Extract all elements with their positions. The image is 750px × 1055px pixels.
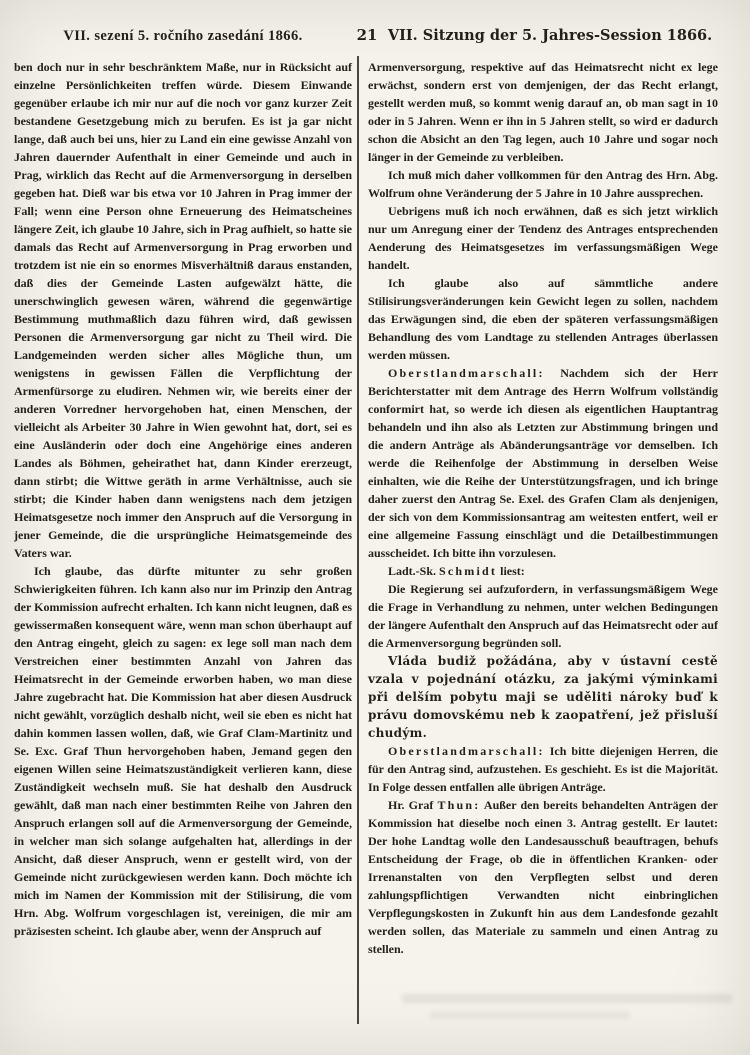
bleed-through-artifact [402,994,732,1003]
paragraph [368,796,718,958]
speaker-name: Schmidt [439,564,498,578]
header-czech-title: VII. sezení 5. ročního zasedání 1866. [63,28,303,44]
paragraph [368,166,718,202]
paragraph [368,580,718,652]
czech-text-run: Vláda budiž požádána, aby v ústavní cestě vzala v pojednání otázku, za jakými výminkami při delším pobytu maji se uděliti nároky buď k právu domovskému neb k zaopatření, jež přisluší chudým. [368,654,718,740]
text-run: Ich bitte diejenigen Herren, die für den Antrag sind, aufzustehen. Es geschieht. Es ist die Majorität. In Folge dessen entfallen alle übrigen Anträge. [368,744,718,794]
paragraph [368,202,718,274]
text-run: Ich glaube, das dürfte mitunter zu sehr großen Schwierigkeiten führen. Ich kann also nur im Prinzip den Antrag der Kommission aufrecht erhalten. Ich kann nicht leugnen, daß es gewissermaßen konsequent wäre, wenn man schon überhaupt auf den Antrag eingeht, gleich zu sagen: ex lege soll man nach dem Verstreichen einer bestimmten Anzahl von Jahren das Heimatsrecht in der Gemeinde erworben haben, wo man diese Jahre zugebracht hat. Die Kommission hat aber diesen Ausdruck nicht gewählt, vorzüglich deshalb nicht, weil sie eben es nicht hat dahin kommen lassen wollen, daß, wie Graf Clam-Martinitz und Se. Exc. Graf Thun hervorgehoben haben, Jemand gegen den eigenen Willen seine Heimatszuständigkeit verlieren kann, diese Zuständigkeit wechseln muß. Sie hat deshalb den Ausdruck gewählt, daß man nach einer bestimmten Reihe von Jahren den Anspruch erlangen soll auf die Armenversorgung der Gemeinde, in welcher man sich solange aufgehalten hat, allerdings in der Ansicht, daß dieser Anspruch, wenn er gestellt wird, von der Gemeinde nicht zurückgewiesen werden kann. Doch möchte ich mich im Namen der Kommission mit der Stilisirung, die vom Hrn. Abg. Wolfrum vorgeschlagen ist, vereinigen, die mir am präzisesten scheint. Ich glaube aber, wenn der Anspruch auf [14,564,352,938]
paragraph [368,364,718,562]
bleed-through-artifact [430,1011,630,1019]
header-german-title: VII. Sitzung der 5. Jahres-Session 1866. [387,27,713,44]
left-column [14,58,352,1050]
text-run: ben doch nur in sehr beschränktem Maße, nur in Rücksicht auf einzelne Persönlichkeiten treffen würde. Diesem Einwande gegenüber erlaube ich mir nur auf die noch vor ganz kurzer Zeit bestandene Gesetzgebung mich zu berufen. Es ist ja gar nicht lange, daß auch bei uns, hier zu Land ein eine gewisse Anzahl von Jahren dauernder Aufenthalt in einer Gemeinde und auch in Prag, wirklich das Recht auf die Armenversorgung in derselben gegeben hat. Dieß war bis etwa vor 10 Jahren in Prag immer der Fall; wenn eine Person ohne Erneuerung des Heimatscheines längere Zeit, ich glaube 10 Jahre, sich in Prag aufhielt, so hatte sie damals das Recht auf Armenversorgung in Prag erworben und trotzdem ist nie ein so enormes Misverhältniß daraus enstanden, daß dies der Gemeinde Lasten aufgewälzt hätte, die unerschwinglich gewesen wären, während die gegenwärtige Bestimmung muthmaßlich dazu führen wird, daß gewissen Personen die Armenversorgung gar nicht zu Theil wird. Die Landgemeinden werden sicher alles Mögliche thun, um wenigstens in gewissen Fällen die Verpflichtung der Armenfürsorge zu eludiren. Nehmen wir, wie bereits einer der anderen Vorredner hervorgehoben hat, einen Menschen, der vielleicht als Arbeiter 30 Jahre in Wien gewohnt hat, dort, sei es eine Ausländerin oder doch eine Angehörige eines anderen Landes als Böhmen, geheirathet hat, dann Kinder ererzeugt, dann stirbt; die Wittwe geräth in arme Verhältnisse, auch sie stirbt; die Kinder haben dann wenigstens nach dem jetzigen Heimatsgesetze noch immer den Anspruch auf die Versorgung in jener Gemeinde, die die ursprüngliche Heimatsgemeinde des Vaters war. [14,60,352,560]
text-run: Ich glaube also auf sämmtliche andere Stilisirungsveränderungen kein Gewicht legen zu sollen, nachdem das Erwägungen sind, die eben der späteren verfassungsmäßigen Behandlung des vom Landtage zu stellenden Antrages überlassen werden müssen. [368,276,718,362]
text-run: Ladt.-Sk. [388,564,440,578]
speaker-name: Oberstlandmarschall: [388,744,545,758]
speaker-name: Oberstlandmarschall: [388,366,545,380]
text-run: Nachdem sich der Herr Berichterstatter mit dem Antrage des Herrn Wolfrum vollständig conformirt hat, so werde ich diesen als eigentlichen Hauptantrag behandeln und ihn also als Letzten zur Abstimmung bringen und die andern Anträge als Abänderungsanträge vor demselben. Ich werde die Reihenfolge der Abstimmung in derselben Weise einhalten, wie die Reihe der Unterstützungsfragen, und ich bringe daher zuerst den Antrag Se. Exel. des Grafen Clam als denjenigen, der sich von dem Kommissionsantrag am weitesten entfert, weil er eine allgemeine Fassung einschlägt und die Detailbestimmungen ausscheidet. Ich bitte ihn vorzulesen. [368,366,718,560]
speaker-name: Thun: [437,798,481,812]
paragraph [14,562,352,940]
text-run: Ich muß mich daher vollkommen für den Antrag des Hrn. Abg. Wolfrum ohne Veränderung der 5 Jahre in 10 Jahre aussprechen. [368,168,718,200]
paragraph [368,742,718,796]
paragraph [368,652,718,742]
paragraph [368,274,718,364]
text-run: Uebrigens muß ich noch erwähnen, daß es sich jetzt wirklich nur um Anregung einer der Tendenz des Antrages entsprechenden Aenderung des Heimatsgesetzes im verfassungsmäßigen Wege handelt. [368,204,718,272]
paragraph [368,58,718,166]
right-column [368,58,718,1050]
text-run: Die Regierung sei aufzufordern, in verfassungsmäßigem Wege die Frage in Verhandlung zu nehmen, unter welchen Bedingungen der längere Aufenthalt den Anspruch auf das Heimatsrecht oder auf die Armenversorgung begründen soll. [368,582,718,650]
text-run: Hr. Graf [388,798,438,812]
text-run: Armenversorgung, respektive auf das Heimatsrecht nicht ex lege erwächst, sondern erst von demjenigen, der das Recht erlangt, gestellt werden muß, so kommt wenig darauf an, ob man sagt in 10 oder in 5 Jahren. Wenn er ihn in 5 Jahren stellt, so wird er dadurch schon die Absicht an den Tag legen, auch 10 Jahre und sogar noch länger in der Gemeinde zu verbleiben. [368,60,718,164]
page-header [14,26,718,45]
paragraph [14,58,352,562]
text-run: Außer den bereits behandelten Anträgen der Kommission hat dieselbe noch einen 3. Antrag gestellt. Er lautet: Der hohe Landtag wolle den Landesausschuß beauftragen, behufs Entscheidung der Frage, ob die in öffentlichen Kranken- oder Irrenanstalten von den Verpflegten selbst und deren zahlungspflichtigen Verwandten nicht einbringlichen Verpflegungskosten in Zukunft hin aus dem Landesfonde gezahlt werden sollen, das Materiale zu sammeln und einen Antrag zu stellen. [368,798,718,956]
page-number: 21 [356,26,378,44]
text-columns [14,58,718,1050]
text-run: liest: [497,564,525,578]
paragraph [368,562,718,580]
